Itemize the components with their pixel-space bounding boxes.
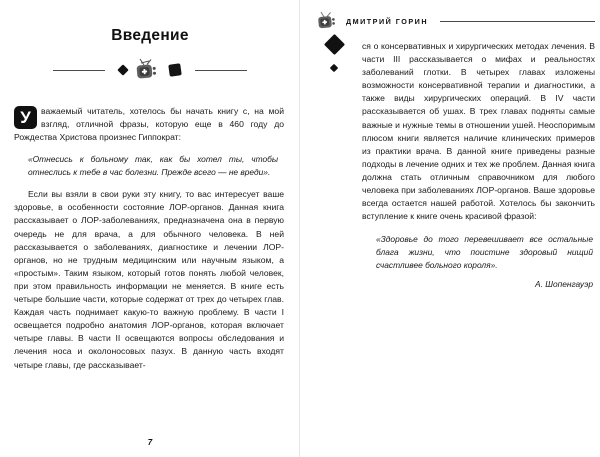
drop-cap: У xyxy=(14,106,37,129)
horizontal-rule-icon xyxy=(195,70,247,71)
diamond-icon xyxy=(117,64,128,75)
running-head xyxy=(300,0,600,31)
left-column-body xyxy=(0,105,300,372)
diamond-icon xyxy=(324,34,345,55)
right-column-body xyxy=(300,40,600,291)
pull-quote-attribution: А. Шопенгауэр xyxy=(535,279,593,290)
tv-with-plus-icon xyxy=(317,11,339,31)
pull-quote-text: «Отнесись к больному так, как бы хотел ты, чтобы отнеслись к тебе в час болезни. Прежде всего — не вреди». xyxy=(28,154,278,178)
pull-quote-text: «Здоровье до того перевешивает все остальные блага жизни, что поистине здоровый нищий счастливее больного короля». xyxy=(376,234,593,271)
paragraph-text: ся о консервативных и хирургических методах лечения. В части III рассказывается о мифах и реальностях заболеваний глотки. В четырех главах изложены возможности консервативной терапии и диагностики, а также виды хирургических операций. В IV части рассказывается об ушах. В трех главах подняты самые важные и нужные темы в отношении ушей. Неоспоримым плюсом книги является наличие клинических примеров из практики врача. В данной книге приведены разные подходы в лечение одних и тех же проблем. Данная книга должна стать отличным справочником для любого человека при заболеваниях ЛОР-органов. Ваше здоровье всегда остается нашей работой. Хотелось бы закончить вступление к книге очень красивой фразой: xyxy=(362,41,595,222)
page-title: Введение xyxy=(111,27,189,44)
paragraph-text: Если вы взяли в свои руки эту книгу, то вас интересует ваше здоровье, в особенности состояние ЛОР-органов. Данная книга рассказывает о ЛОР-заболеваниях, предназначена она в первую очередь не для врача, а для обычного человека. В ней рассказывается о заболеваниях, диагностике и лечении ЛОР-органов, но не трудным медицинским или научным языком, а «простым». Таким языком, который готов понять любой человек, при этом правильность информации не меняется. В книге есть четыре большие части, которые содержат от трех до четырех глав. Каждая часть поднимает какую-то важную проблему. В части I освещается подробно анатомия ЛОР-органов, которая включает четыре главы. В части II освещаются вопросы обследования и лечения носа и околоносовых пазух. В данную часть входят четыре главы, где рассказывает- xyxy=(14,189,284,370)
horizontal-rule-icon xyxy=(440,21,595,22)
margin-ornaments xyxy=(324,37,350,71)
tv-with-plus-icon xyxy=(135,58,161,82)
pull-quote xyxy=(376,233,595,272)
right-page xyxy=(300,0,600,457)
horizontal-rule-icon xyxy=(53,70,105,71)
diamond-icon xyxy=(330,64,338,72)
rounded-square-icon xyxy=(168,63,182,77)
chapter-ornament xyxy=(0,57,300,83)
page-number: 7 xyxy=(147,438,153,447)
paragraph xyxy=(362,40,595,223)
pull-quote xyxy=(28,153,284,179)
paragraph-text: важаемый читатель, хотелось бы начать книгу с, на мой взгляд, отличной фразы, которую еще в 460 году до Рождества Христова произнес Гиппократ: xyxy=(14,106,284,143)
paragraph xyxy=(14,105,284,144)
paragraph xyxy=(14,188,284,371)
running-head-author: ДМИТРИЙ ГОРИН xyxy=(346,16,429,26)
